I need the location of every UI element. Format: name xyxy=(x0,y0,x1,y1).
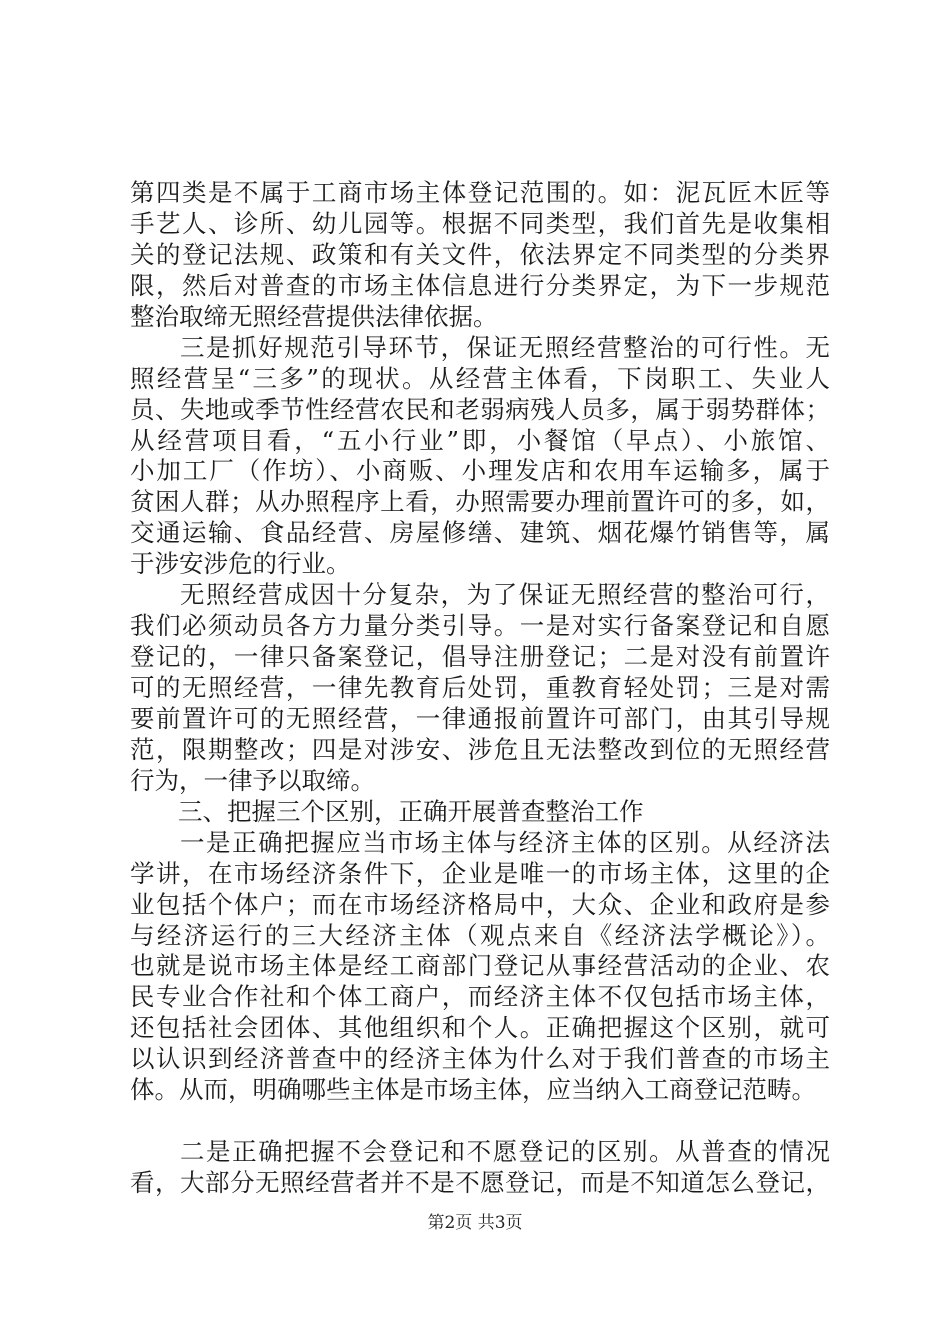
text-line: 还包括社会团体、其他组织和个人。正确把握这个区别，就可 xyxy=(130,1013,830,1043)
text-line: 于涉安涉危的行业。 xyxy=(130,549,351,579)
text-line: 交通运输、食品经营、房屋修缮、建筑、烟花爆竹销售等，属 xyxy=(130,518,830,548)
text-line: 员、失地或季节性经营农民和老弱病残人员多，属于弱势群体； xyxy=(130,394,830,424)
text-line: 小加工厂（作坊）、小商贩、小理发店和农用车运输多，属于 xyxy=(130,456,830,486)
text-line: 范，限期整改；四是对涉安、涉危且无法整改到位的无照经营 xyxy=(130,734,830,764)
text-line: 业包括个体户；而在市场经济格局中，大众、企业和政府是参 xyxy=(130,889,830,919)
text-line: 民专业合作社和个体工商户，而经济主体不仅包括市场主体， xyxy=(130,982,830,1012)
text-line: 贫困人群；从办照程序上看，办照需要办理前置许可的多，如， xyxy=(130,487,830,517)
text-line: 关的登记法规、政策和有关文件，依法界定不同类型的分类界 xyxy=(130,239,830,269)
text-line: 第四类是不属于工商市场主体登记范围的。如：泥瓦匠木匠等 xyxy=(130,178,830,207)
text-line: 整治取缔无照经营提供法律依据。 xyxy=(130,301,498,331)
paragraph-start: 二是正确把握不会登记和不愿登记的区别。从普查的情况 xyxy=(180,1137,830,1167)
text-line: 学讲，在市场经济条件下，企业是唯一的市场主体，这里的企 xyxy=(130,858,830,888)
text-line: 登记的，一律只备案登记，倡导注册登记；二是对没有前置许 xyxy=(130,642,830,672)
text-line: 行为，一律予以取缔。 xyxy=(130,765,375,795)
text-line: 也就是说市场主体是经工商部门登记从事经营活动的企业、农 xyxy=(130,951,830,981)
paragraph-start: 一是正确把握应当市场主体与经济主体的区别。从经济法 xyxy=(180,827,830,857)
text-line: 看，大部分无照经营者并不是不愿登记，而是不知道怎么登记， xyxy=(130,1168,830,1197)
text-line: 以认识到经济普查中的经济主体为什么对于我们普查的市场主 xyxy=(130,1044,830,1074)
text-line: 可的无照经营，一律先教育后处罚，重教育轻处罚；三是对需 xyxy=(130,673,830,702)
text-line: 手艺人、诊所、幼儿园等。根据不同类型，我们首先是收集相 xyxy=(130,208,830,238)
page-footer: 第2页 共3页 xyxy=(427,1213,523,1233)
text-line: 照经营呈“三多”的现状。从经营主体看，下岗职工、失业人 xyxy=(130,363,830,393)
text-line: 与经济运行的三大经济主体（观点来自《经济法学概论》）。 xyxy=(130,920,830,950)
paragraph-start: 无照经营成因十分复杂，为了保证无照经营的整治可行， xyxy=(180,580,830,610)
text-line: 体。从而，明确哪些主体是市场主体，应当纳入工商登记范畴。 xyxy=(130,1075,816,1105)
text-line: 限，然后对普查的市场主体信息进行分类界定，为下一步规范 xyxy=(130,270,830,300)
text-line: 我们必须动员各方力量分类引导。一是对实行备案登记和自愿 xyxy=(130,611,830,641)
paragraph-start: 三是抓好规范引导环节，保证无照经营整治的可行性。无 xyxy=(180,332,830,362)
text-line: 从经营项目看，“五小行业”即，小餐馆（早点）、小旅馆、 xyxy=(130,425,830,455)
section-heading: 三、把握三个区别，正确开展普查整治工作 xyxy=(178,796,644,826)
text-line: 要前置许可的无照经营，一律通报前置许可部门，由其引导规 xyxy=(130,703,830,733)
